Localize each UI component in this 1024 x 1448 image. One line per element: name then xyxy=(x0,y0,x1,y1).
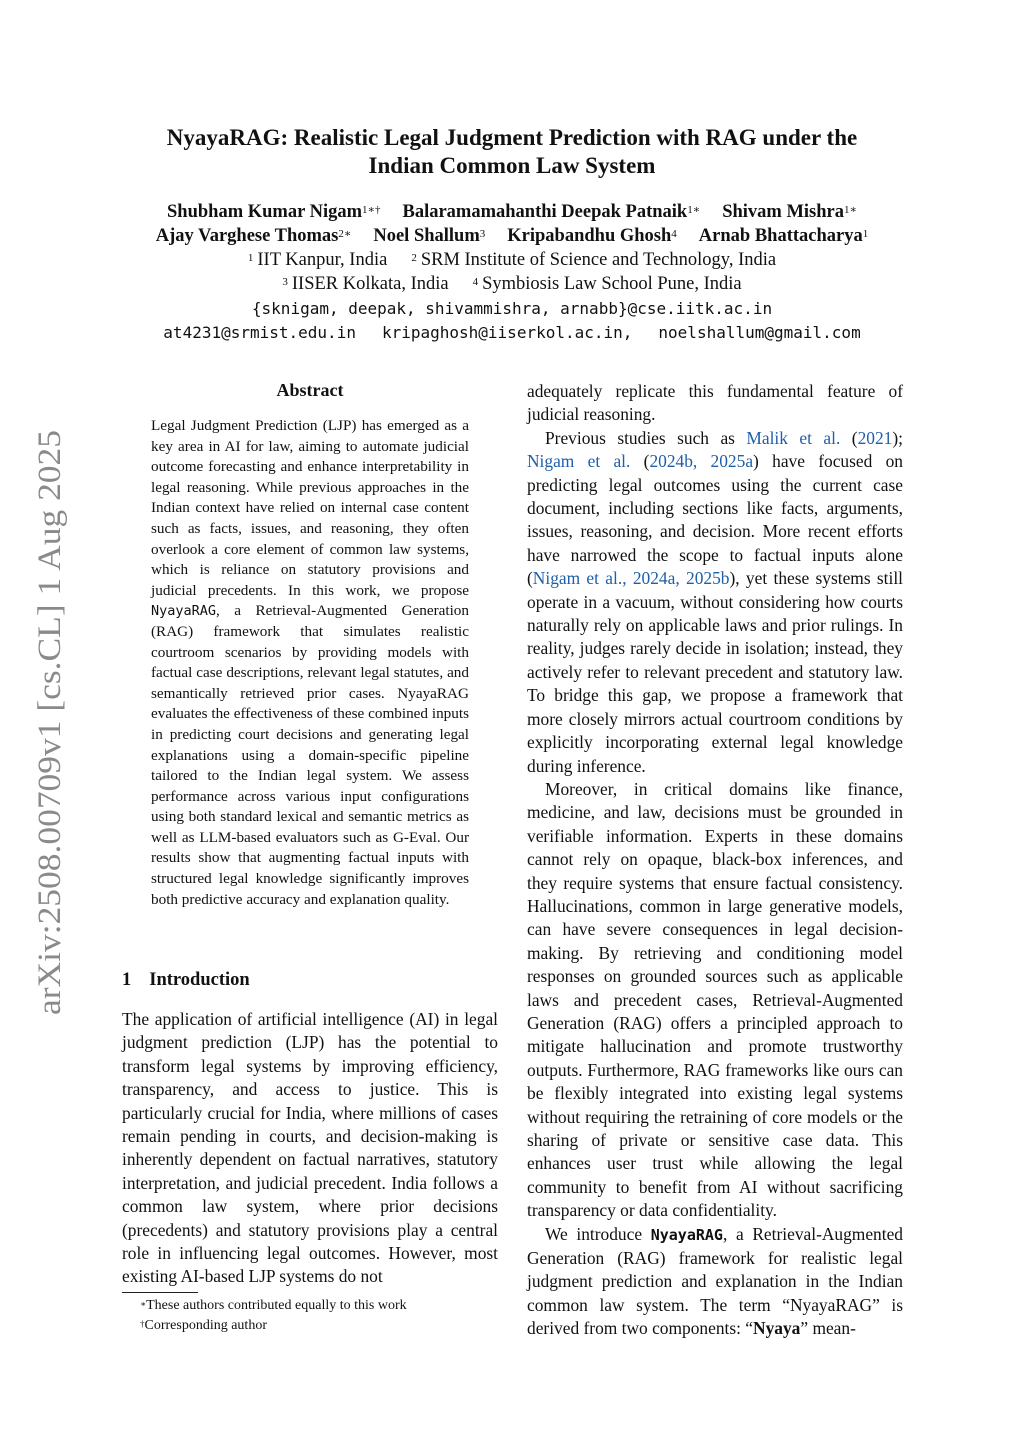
abstract-text: Legal Judgment Prediction (LJP) has emerged as a key area in AI for law, aiming to automate judicial outcome forecasting and enhance interpretability in legal reasoning. While previous approaches in the Indian context have relied on internal case content such as facts, issues, and reasoning, they often overlook a core element of common law systems, which is reliance on statutory provisions and judicial precedents. In this work, we propose NyayaRAG, a Retrieval-Augmented Generation (RAG) framework that simulates realistic courtroom scenarios by providing models with factual case descriptions, relevant legal statutes, and semantically retrieved prior cases. NyayaRAG evaluates the effectiveness of these combined inputs in predicting court decisions and generating legal explanations using a domain-specific pipeline tailored to the Indian legal system. We assess performance across various input configurations using both standard lexical and semantic metrics as well as LLM-based evaluators such as G-Eval. Our results show that augmenting factual inputs with structured legal knowledge significantly improves both predictive accuracy and explanation quality. xyxy=(151,417,469,908)
affiliation: $^1$ IIT Kanpur, India xyxy=(247,250,388,270)
arxiv-stamp xyxy=(22,430,72,1015)
paragraph: Previous studies such as Malik et al. (2021); Nigam et al. (2024b, 2025a) have focused on predicting legal outcomes using the current case document, including sections like facts, arguments, issues, reasoning, and decision. More recent efforts have narrowed the scope to factual inputs alone (Nigam et al., 2024a, 2025b), yet these systems still operate in a vacuum, without considering how courts naturally rely on applicable laws and prior rulings. In reality, judges rarely decide in isolation; instead, they actively refer to relevant precedent and statutory law. To bridge this gap, we propose a framework that more closely mirrors actual courtroom conditions by explicitly incorporating external legal knowledge during inference. xyxy=(527,427,903,776)
author: Shivam Mishra$^{1∗}$ xyxy=(722,202,857,222)
email: noelshallum@gmail.com xyxy=(658,323,861,342)
title-line-2: Indian Common Law System xyxy=(368,153,656,178)
author: Shubham Kumar Nigam$^{1∗\dagger}$ xyxy=(167,202,381,222)
paragraph: adequately replicate this fundamental feature of judicial reasoning. xyxy=(527,381,903,425)
affiliation-line-2 xyxy=(90,272,934,296)
citation-link[interactable]: Nigam et al., 2024a, 2025b xyxy=(532,568,730,589)
author-line-1 xyxy=(90,200,934,224)
section-title: Introduction xyxy=(149,970,250,990)
email-line-1 xyxy=(90,297,934,321)
paragraph: Moreover, in critical domains like finance, medicine, and law, decisions must be grounded in verifiable information. Experts in these domains cannot rely on opaque, black-box inferences, and they require systems that ensure factual consistency. Hallucinations, common in large generative models, can have severe consequences in legal decision-making. By retrieving and conditioning model responses on grounded sources such as applicable laws and precedent cases, Retrieval-Augmented Generation (RAG) offers a principled approach to mitigate hallucination and promote trustworthy outputs. Furthermore, RAG frameworks like ours can be flexibly integrated into existing legal systems without requiring the retraining of core models or the sharing of private or sensitive case data. This enhances user trust while allowing the legal community to benefit from AI without sacrificing transparency or data confidentiality. xyxy=(527,778,903,1221)
author: Arnab Bhattacharya$^1$ xyxy=(698,226,869,246)
footnote-rule xyxy=(122,1292,198,1293)
footnote: ∗These authors contributed equally to this work xyxy=(140,1298,407,1313)
citation-link[interactable]: 2021 xyxy=(857,427,893,448)
citation-link[interactable]: Malik et al. xyxy=(746,427,841,448)
citation-link[interactable]: Nigam et al. xyxy=(527,451,631,472)
affiliation: $^4$ Symbiosis Law School Pune, India xyxy=(472,274,742,294)
author-line-2 xyxy=(90,224,934,248)
email-list xyxy=(90,297,934,345)
author: Ajay Varghese Thomas$^{2∗}$ xyxy=(155,226,352,246)
affiliation-line-1 xyxy=(90,248,934,272)
intro-paragraph-1: The application of artificial intelligence (AI) in legal judgment prediction (LJP) has the potential to transform legal systems by improving efficiency, transparency, and access to justice. This is particularly crucial for India, where millions of cases remain pending in courts, and decision-making is inherently dependent on factual narratives, statutory interpretation, and judicial precedent. India follows a common law system, where prior decisions (precedents) and statutory provisions play a central role in influencing legal outcomes. However, most existing AI-based LJP systems do not xyxy=(122,1009,498,1287)
affiliations xyxy=(90,248,934,296)
citation-link[interactable]: 2024b, 2025a xyxy=(649,451,754,472)
paper-title xyxy=(110,124,914,180)
paragraph: We introduce NyayaRAG, a Retrieval-Augmented Generation (RAG) framework for realistic legal judgment prediction and explanation in the Indian common law system. The term “NyayaRAG” is derived from two components: “Nyaya” mean- xyxy=(527,1223,903,1339)
arxiv-id: arXiv:2508.00709v1 [cs.CL] 1 Aug 2025 xyxy=(32,470,68,1015)
system-name: NyayaRAG xyxy=(650,1225,723,1244)
author: Kripabandhu Ghosh$^4$ xyxy=(507,226,677,246)
author: Balaramamahanthi Deepak Patnaik$^{1∗}$ xyxy=(402,202,701,222)
affiliation: $^2$ SRM Institute of Science and Technology, India xyxy=(411,250,777,270)
email: kripaghosh@iiserkol.ac.in, xyxy=(381,323,633,342)
email: {sknigam, deepak, shivammishra, arnabb}@cse.iitk.ac.in xyxy=(251,299,773,318)
email-line-2 xyxy=(90,321,934,345)
section-heading-introduction xyxy=(122,970,250,991)
email: at4231@srmist.edu.in xyxy=(163,323,356,342)
author: Noel Shallum$^3$ xyxy=(373,226,486,246)
right-column xyxy=(527,380,903,1341)
system-name: NyayaRAG xyxy=(151,603,217,620)
footnote: †Corresponding author xyxy=(140,1317,267,1333)
title-line-1: NyayaRAG: Realistic Legal Judgment Prediction with RAG under the xyxy=(166,125,858,150)
affiliation: $^3$ IISER Kolkata, India xyxy=(282,274,449,294)
footnotes xyxy=(140,1296,500,1335)
abstract-heading: Abstract xyxy=(276,380,344,400)
author-list xyxy=(90,200,934,248)
section-number: 1 xyxy=(122,970,132,990)
